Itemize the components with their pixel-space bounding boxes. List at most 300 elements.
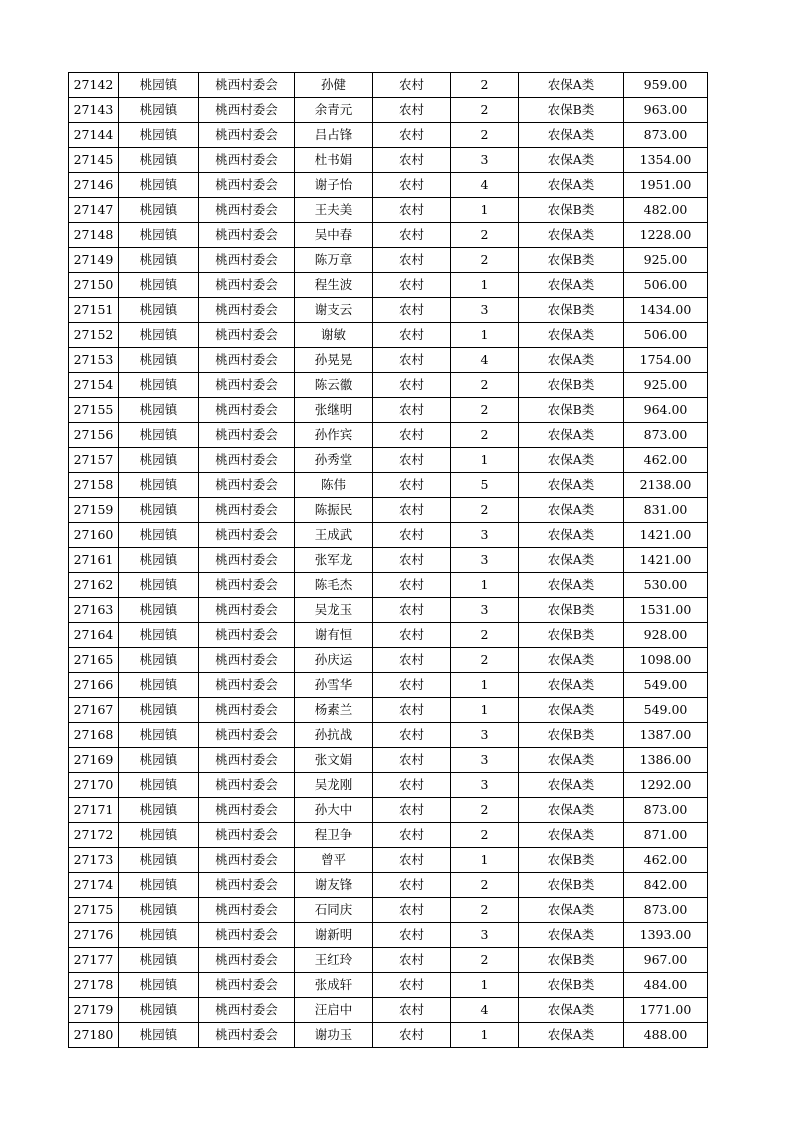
committee-cell: 桃西村委会: [199, 473, 295, 498]
name-cell: 谢敏: [295, 323, 373, 348]
town-cell: 桃园镇: [119, 398, 199, 423]
household-type-cell: 农村: [373, 123, 451, 148]
member-count-cell: 2: [451, 798, 519, 823]
member-count-cell: 3: [451, 773, 519, 798]
town-cell: 桃园镇: [119, 148, 199, 173]
insurance-category-cell: 农保A类: [519, 148, 624, 173]
table-row: [69, 198, 708, 223]
town-cell: 桃园镇: [119, 973, 199, 998]
amount-cell: 831.00: [624, 498, 708, 523]
member-count-cell: 2: [451, 873, 519, 898]
name-cell: 谢友锋: [295, 873, 373, 898]
committee-cell: 桃西村委会: [199, 898, 295, 923]
member-count-cell: 1: [451, 1023, 519, 1048]
town-cell: 桃园镇: [119, 498, 199, 523]
record-id-cell: 27179: [69, 998, 119, 1023]
committee-cell: 桃西村委会: [199, 723, 295, 748]
record-id-cell: 27156: [69, 423, 119, 448]
records-body: [69, 73, 708, 1048]
record-id-cell: 27170: [69, 773, 119, 798]
table-row: [69, 723, 708, 748]
household-type-cell: 农村: [373, 598, 451, 623]
household-type-cell: 农村: [373, 548, 451, 573]
insurance-category-cell: 农保A类: [519, 923, 624, 948]
household-type-cell: 农村: [373, 998, 451, 1023]
amount-cell: 842.00: [624, 873, 708, 898]
member-count-cell: 1: [451, 573, 519, 598]
amount-cell: 1421.00: [624, 523, 708, 548]
insurance-category-cell: 农保A类: [519, 998, 624, 1023]
household-type-cell: 农村: [373, 648, 451, 673]
household-type-cell: 农村: [373, 498, 451, 523]
town-cell: 桃园镇: [119, 373, 199, 398]
town-cell: 桃园镇: [119, 198, 199, 223]
household-type-cell: 农村: [373, 948, 451, 973]
insurance-category-cell: 农保A类: [519, 323, 624, 348]
record-id-cell: 27143: [69, 98, 119, 123]
amount-cell: 2138.00: [624, 473, 708, 498]
name-cell: 张成轩: [295, 973, 373, 998]
member-count-cell: 2: [451, 423, 519, 448]
insurance-category-cell: 农保B类: [519, 598, 624, 623]
household-type-cell: 农村: [373, 573, 451, 598]
member-count-cell: 3: [451, 148, 519, 173]
committee-cell: 桃西村委会: [199, 298, 295, 323]
committee-cell: 桃西村委会: [199, 73, 295, 98]
member-count-cell: 3: [451, 298, 519, 323]
member-count-cell: 2: [451, 223, 519, 248]
record-id-cell: 27166: [69, 673, 119, 698]
committee-cell: 桃西村委会: [199, 448, 295, 473]
committee-cell: 桃西村委会: [199, 998, 295, 1023]
amount-cell: 963.00: [624, 98, 708, 123]
table-row: [69, 948, 708, 973]
amount-cell: 967.00: [624, 948, 708, 973]
committee-cell: 桃西村委会: [199, 673, 295, 698]
member-count-cell: 3: [451, 923, 519, 948]
name-cell: 曾平: [295, 848, 373, 873]
household-type-cell: 农村: [373, 748, 451, 773]
town-cell: 桃园镇: [119, 1023, 199, 1048]
amount-cell: 1228.00: [624, 223, 708, 248]
household-type-cell: 农村: [373, 848, 451, 873]
household-type-cell: 农村: [373, 673, 451, 698]
member-count-cell: 1: [451, 323, 519, 348]
member-count-cell: 3: [451, 748, 519, 773]
table-row: [69, 73, 708, 98]
member-count-cell: 1: [451, 448, 519, 473]
member-count-cell: 2: [451, 623, 519, 648]
record-id-cell: 27175: [69, 898, 119, 923]
insurance-category-cell: 农保A类: [519, 448, 624, 473]
committee-cell: 桃西村委会: [199, 348, 295, 373]
name-cell: 石同庆: [295, 898, 373, 923]
name-cell: 谢有恒: [295, 623, 373, 648]
household-type-cell: 农村: [373, 148, 451, 173]
name-cell: 陈云徽: [295, 373, 373, 398]
table-row: [69, 173, 708, 198]
town-cell: 桃园镇: [119, 748, 199, 773]
name-cell: 陈振民: [295, 498, 373, 523]
committee-cell: 桃西村委会: [199, 98, 295, 123]
household-type-cell: 农村: [373, 373, 451, 398]
amount-cell: 928.00: [624, 623, 708, 648]
insurance-category-cell: 农保B类: [519, 948, 624, 973]
amount-cell: 873.00: [624, 423, 708, 448]
table-row: [69, 373, 708, 398]
member-count-cell: 2: [451, 898, 519, 923]
record-id-cell: 27168: [69, 723, 119, 748]
amount-cell: 1771.00: [624, 998, 708, 1023]
record-id-cell: 27151: [69, 298, 119, 323]
committee-cell: 桃西村委会: [199, 648, 295, 673]
member-count-cell: 2: [451, 948, 519, 973]
member-count-cell: 1: [451, 698, 519, 723]
insurance-category-cell: 农保A类: [519, 548, 624, 573]
committee-cell: 桃西村委会: [199, 1023, 295, 1048]
committee-cell: 桃西村委会: [199, 398, 295, 423]
town-cell: 桃园镇: [119, 948, 199, 973]
insurance-category-cell: 农保B类: [519, 873, 624, 898]
town-cell: 桃园镇: [119, 123, 199, 148]
table-row: [69, 998, 708, 1023]
member-count-cell: 4: [451, 173, 519, 198]
record-id-cell: 27158: [69, 473, 119, 498]
name-cell: 孙大中: [295, 798, 373, 823]
amount-cell: 488.00: [624, 1023, 708, 1048]
member-count-cell: 2: [451, 73, 519, 98]
committee-cell: 桃西村委会: [199, 548, 295, 573]
name-cell: 陈万章: [295, 248, 373, 273]
insurance-category-cell: 农保A类: [519, 348, 624, 373]
name-cell: 张文娟: [295, 748, 373, 773]
household-type-cell: 农村: [373, 73, 451, 98]
insurance-category-cell: 农保A类: [519, 523, 624, 548]
name-cell: 张继明: [295, 398, 373, 423]
town-cell: 桃园镇: [119, 698, 199, 723]
insurance-category-cell: 农保A类: [519, 173, 624, 198]
record-id-cell: 27157: [69, 448, 119, 473]
committee-cell: 桃西村委会: [199, 198, 295, 223]
amount-cell: 925.00: [624, 373, 708, 398]
town-cell: 桃园镇: [119, 873, 199, 898]
record-id-cell: 27163: [69, 598, 119, 623]
town-cell: 桃园镇: [119, 73, 199, 98]
name-cell: 余青元: [295, 98, 373, 123]
town-cell: 桃园镇: [119, 323, 199, 348]
amount-cell: 1434.00: [624, 298, 708, 323]
town-cell: 桃园镇: [119, 523, 199, 548]
record-id-cell: 27149: [69, 248, 119, 273]
name-cell: 谢子怡: [295, 173, 373, 198]
table-row: [69, 898, 708, 923]
record-id-cell: 27176: [69, 923, 119, 948]
committee-cell: 桃西村委会: [199, 248, 295, 273]
insurance-category-cell: 农保A类: [519, 648, 624, 673]
member-count-cell: 2: [451, 823, 519, 848]
committee-cell: 桃西村委会: [199, 173, 295, 198]
table-row: [69, 873, 708, 898]
insurance-category-cell: 农保A类: [519, 223, 624, 248]
table-row: [69, 598, 708, 623]
member-count-cell: 1: [451, 848, 519, 873]
member-count-cell: 2: [451, 123, 519, 148]
amount-cell: 1421.00: [624, 548, 708, 573]
name-cell: 吕占锋: [295, 123, 373, 148]
name-cell: 汪启中: [295, 998, 373, 1023]
member-count-cell: 1: [451, 673, 519, 698]
town-cell: 桃园镇: [119, 348, 199, 373]
member-count-cell: 1: [451, 198, 519, 223]
table-row: [69, 448, 708, 473]
record-id-cell: 27173: [69, 848, 119, 873]
member-count-cell: 1: [451, 273, 519, 298]
table-row: [69, 548, 708, 573]
insurance-category-cell: 农保A类: [519, 573, 624, 598]
town-cell: 桃园镇: [119, 723, 199, 748]
record-id-cell: 27171: [69, 798, 119, 823]
insurance-category-cell: 农保B类: [519, 398, 624, 423]
table-row: [69, 248, 708, 273]
member-count-cell: 2: [451, 398, 519, 423]
member-count-cell: 4: [451, 998, 519, 1023]
name-cell: 孙晃晃: [295, 348, 373, 373]
name-cell: 王红玲: [295, 948, 373, 973]
insurance-category-cell: 农保A类: [519, 748, 624, 773]
household-type-cell: 农村: [373, 173, 451, 198]
town-cell: 桃园镇: [119, 173, 199, 198]
member-count-cell: 3: [451, 598, 519, 623]
table-row: [69, 498, 708, 523]
record-id-cell: 27147: [69, 198, 119, 223]
amount-cell: 1354.00: [624, 148, 708, 173]
committee-cell: 桃西村委会: [199, 823, 295, 848]
amount-cell: 873.00: [624, 898, 708, 923]
record-id-cell: 27154: [69, 373, 119, 398]
record-id-cell: 27169: [69, 748, 119, 773]
household-type-cell: 农村: [373, 398, 451, 423]
table-row: [69, 523, 708, 548]
member-count-cell: 2: [451, 648, 519, 673]
household-type-cell: 农村: [373, 273, 451, 298]
insurance-category-cell: 农保A类: [519, 123, 624, 148]
amount-cell: 549.00: [624, 673, 708, 698]
member-count-cell: 2: [451, 373, 519, 398]
household-type-cell: 农村: [373, 448, 451, 473]
table-row: [69, 848, 708, 873]
member-count-cell: 1: [451, 973, 519, 998]
town-cell: 桃园镇: [119, 898, 199, 923]
insurance-category-cell: 农保A类: [519, 423, 624, 448]
committee-cell: 桃西村委会: [199, 923, 295, 948]
table-row: [69, 123, 708, 148]
insurance-category-cell: 农保A类: [519, 673, 624, 698]
amount-cell: 1531.00: [624, 598, 708, 623]
record-id-cell: 27148: [69, 223, 119, 248]
committee-cell: 桃西村委会: [199, 948, 295, 973]
town-cell: 桃园镇: [119, 473, 199, 498]
table-row: [69, 648, 708, 673]
amount-cell: 462.00: [624, 448, 708, 473]
amount-cell: 549.00: [624, 698, 708, 723]
record-id-cell: 27180: [69, 1023, 119, 1048]
town-cell: 桃园镇: [119, 223, 199, 248]
insurance-category-cell: 农保B类: [519, 723, 624, 748]
amount-cell: 1393.00: [624, 923, 708, 948]
name-cell: 张军龙: [295, 548, 373, 573]
amount-cell: 1951.00: [624, 173, 708, 198]
insurance-category-cell: 农保A类: [519, 823, 624, 848]
committee-cell: 桃西村委会: [199, 598, 295, 623]
name-cell: 谢新明: [295, 923, 373, 948]
committee-cell: 桃西村委会: [199, 223, 295, 248]
table-row: [69, 398, 708, 423]
record-id-cell: 27165: [69, 648, 119, 673]
amount-cell: 530.00: [624, 573, 708, 598]
town-cell: 桃园镇: [119, 548, 199, 573]
household-type-cell: 农村: [373, 823, 451, 848]
town-cell: 桃园镇: [119, 623, 199, 648]
town-cell: 桃园镇: [119, 598, 199, 623]
name-cell: 孙庆运: [295, 648, 373, 673]
household-type-cell: 农村: [373, 798, 451, 823]
committee-cell: 桃西村委会: [199, 373, 295, 398]
insurance-category-cell: 农保A类: [519, 698, 624, 723]
amount-cell: 506.00: [624, 273, 708, 298]
household-type-cell: 农村: [373, 198, 451, 223]
household-type-cell: 农村: [373, 298, 451, 323]
name-cell: 吴中春: [295, 223, 373, 248]
table-row: [69, 623, 708, 648]
household-type-cell: 农村: [373, 523, 451, 548]
committee-cell: 桃西村委会: [199, 498, 295, 523]
household-type-cell: 农村: [373, 623, 451, 648]
amount-cell: 964.00: [624, 398, 708, 423]
insurance-category-cell: 农保A类: [519, 773, 624, 798]
member-count-cell: 2: [451, 498, 519, 523]
table-row: [69, 223, 708, 248]
record-id-cell: 27174: [69, 873, 119, 898]
member-count-cell: 2: [451, 248, 519, 273]
amount-cell: 1754.00: [624, 348, 708, 373]
table-row: [69, 673, 708, 698]
household-type-cell: 农村: [373, 698, 451, 723]
insurance-category-cell: 农保A类: [519, 798, 624, 823]
record-id-cell: 27155: [69, 398, 119, 423]
records-table: [68, 72, 708, 1048]
household-type-cell: 农村: [373, 223, 451, 248]
household-type-cell: 农村: [373, 348, 451, 373]
name-cell: 吴龙玉: [295, 598, 373, 623]
amount-cell: 873.00: [624, 798, 708, 823]
name-cell: 谢功玉: [295, 1023, 373, 1048]
member-count-cell: 3: [451, 523, 519, 548]
member-count-cell: 2: [451, 98, 519, 123]
amount-cell: 484.00: [624, 973, 708, 998]
committee-cell: 桃西村委会: [199, 123, 295, 148]
household-type-cell: 农村: [373, 773, 451, 798]
table-row: [69, 298, 708, 323]
table-row: [69, 973, 708, 998]
amount-cell: 1098.00: [624, 648, 708, 673]
town-cell: 桃园镇: [119, 448, 199, 473]
insurance-category-cell: 农保B类: [519, 98, 624, 123]
insurance-category-cell: 农保A类: [519, 273, 624, 298]
town-cell: 桃园镇: [119, 98, 199, 123]
amount-cell: 871.00: [624, 823, 708, 848]
record-id-cell: 27150: [69, 273, 119, 298]
table-row: [69, 473, 708, 498]
household-type-cell: 农村: [373, 723, 451, 748]
name-cell: 杨素兰: [295, 698, 373, 723]
household-type-cell: 农村: [373, 473, 451, 498]
name-cell: 孙健: [295, 73, 373, 98]
insurance-category-cell: 农保A类: [519, 1023, 624, 1048]
record-id-cell: 27177: [69, 948, 119, 973]
town-cell: 桃园镇: [119, 248, 199, 273]
amount-cell: 959.00: [624, 73, 708, 98]
household-type-cell: 农村: [373, 1023, 451, 1048]
committee-cell: 桃西村委会: [199, 798, 295, 823]
amount-cell: 1292.00: [624, 773, 708, 798]
committee-cell: 桃西村委会: [199, 323, 295, 348]
name-cell: 谢支云: [295, 298, 373, 323]
amount-cell: 482.00: [624, 198, 708, 223]
name-cell: 王夫美: [295, 198, 373, 223]
record-id-cell: 27145: [69, 148, 119, 173]
name-cell: 孙抗战: [295, 723, 373, 748]
committee-cell: 桃西村委会: [199, 623, 295, 648]
committee-cell: 桃西村委会: [199, 148, 295, 173]
insurance-category-cell: 农保B类: [519, 973, 624, 998]
record-id-cell: 27153: [69, 348, 119, 373]
name-cell: 孙雪华: [295, 673, 373, 698]
town-cell: 桃园镇: [119, 673, 199, 698]
name-cell: 程卫争: [295, 823, 373, 848]
name-cell: 王成武: [295, 523, 373, 548]
town-cell: 桃园镇: [119, 573, 199, 598]
household-type-cell: 农村: [373, 973, 451, 998]
committee-cell: 桃西村委会: [199, 773, 295, 798]
insurance-category-cell: 农保B类: [519, 248, 624, 273]
name-cell: 陈毛杰: [295, 573, 373, 598]
table-row: [69, 798, 708, 823]
table-row: [69, 348, 708, 373]
town-cell: 桃园镇: [119, 273, 199, 298]
table-row: [69, 323, 708, 348]
insurance-category-cell: 农保B类: [519, 298, 624, 323]
amount-cell: 873.00: [624, 123, 708, 148]
record-id-cell: 27160: [69, 523, 119, 548]
table-row: [69, 148, 708, 173]
insurance-category-cell: 农保A类: [519, 898, 624, 923]
town-cell: 桃园镇: [119, 998, 199, 1023]
town-cell: 桃园镇: [119, 823, 199, 848]
record-id-cell: 27172: [69, 823, 119, 848]
record-id-cell: 27152: [69, 323, 119, 348]
household-type-cell: 农村: [373, 248, 451, 273]
town-cell: 桃园镇: [119, 798, 199, 823]
amount-cell: 1386.00: [624, 748, 708, 773]
record-id-cell: 27144: [69, 123, 119, 148]
committee-cell: 桃西村委会: [199, 848, 295, 873]
committee-cell: 桃西村委会: [199, 273, 295, 298]
insurance-category-cell: 农保A类: [519, 473, 624, 498]
amount-cell: 462.00: [624, 848, 708, 873]
table-row: [69, 748, 708, 773]
insurance-category-cell: 农保B类: [519, 623, 624, 648]
committee-cell: 桃西村委会: [199, 698, 295, 723]
